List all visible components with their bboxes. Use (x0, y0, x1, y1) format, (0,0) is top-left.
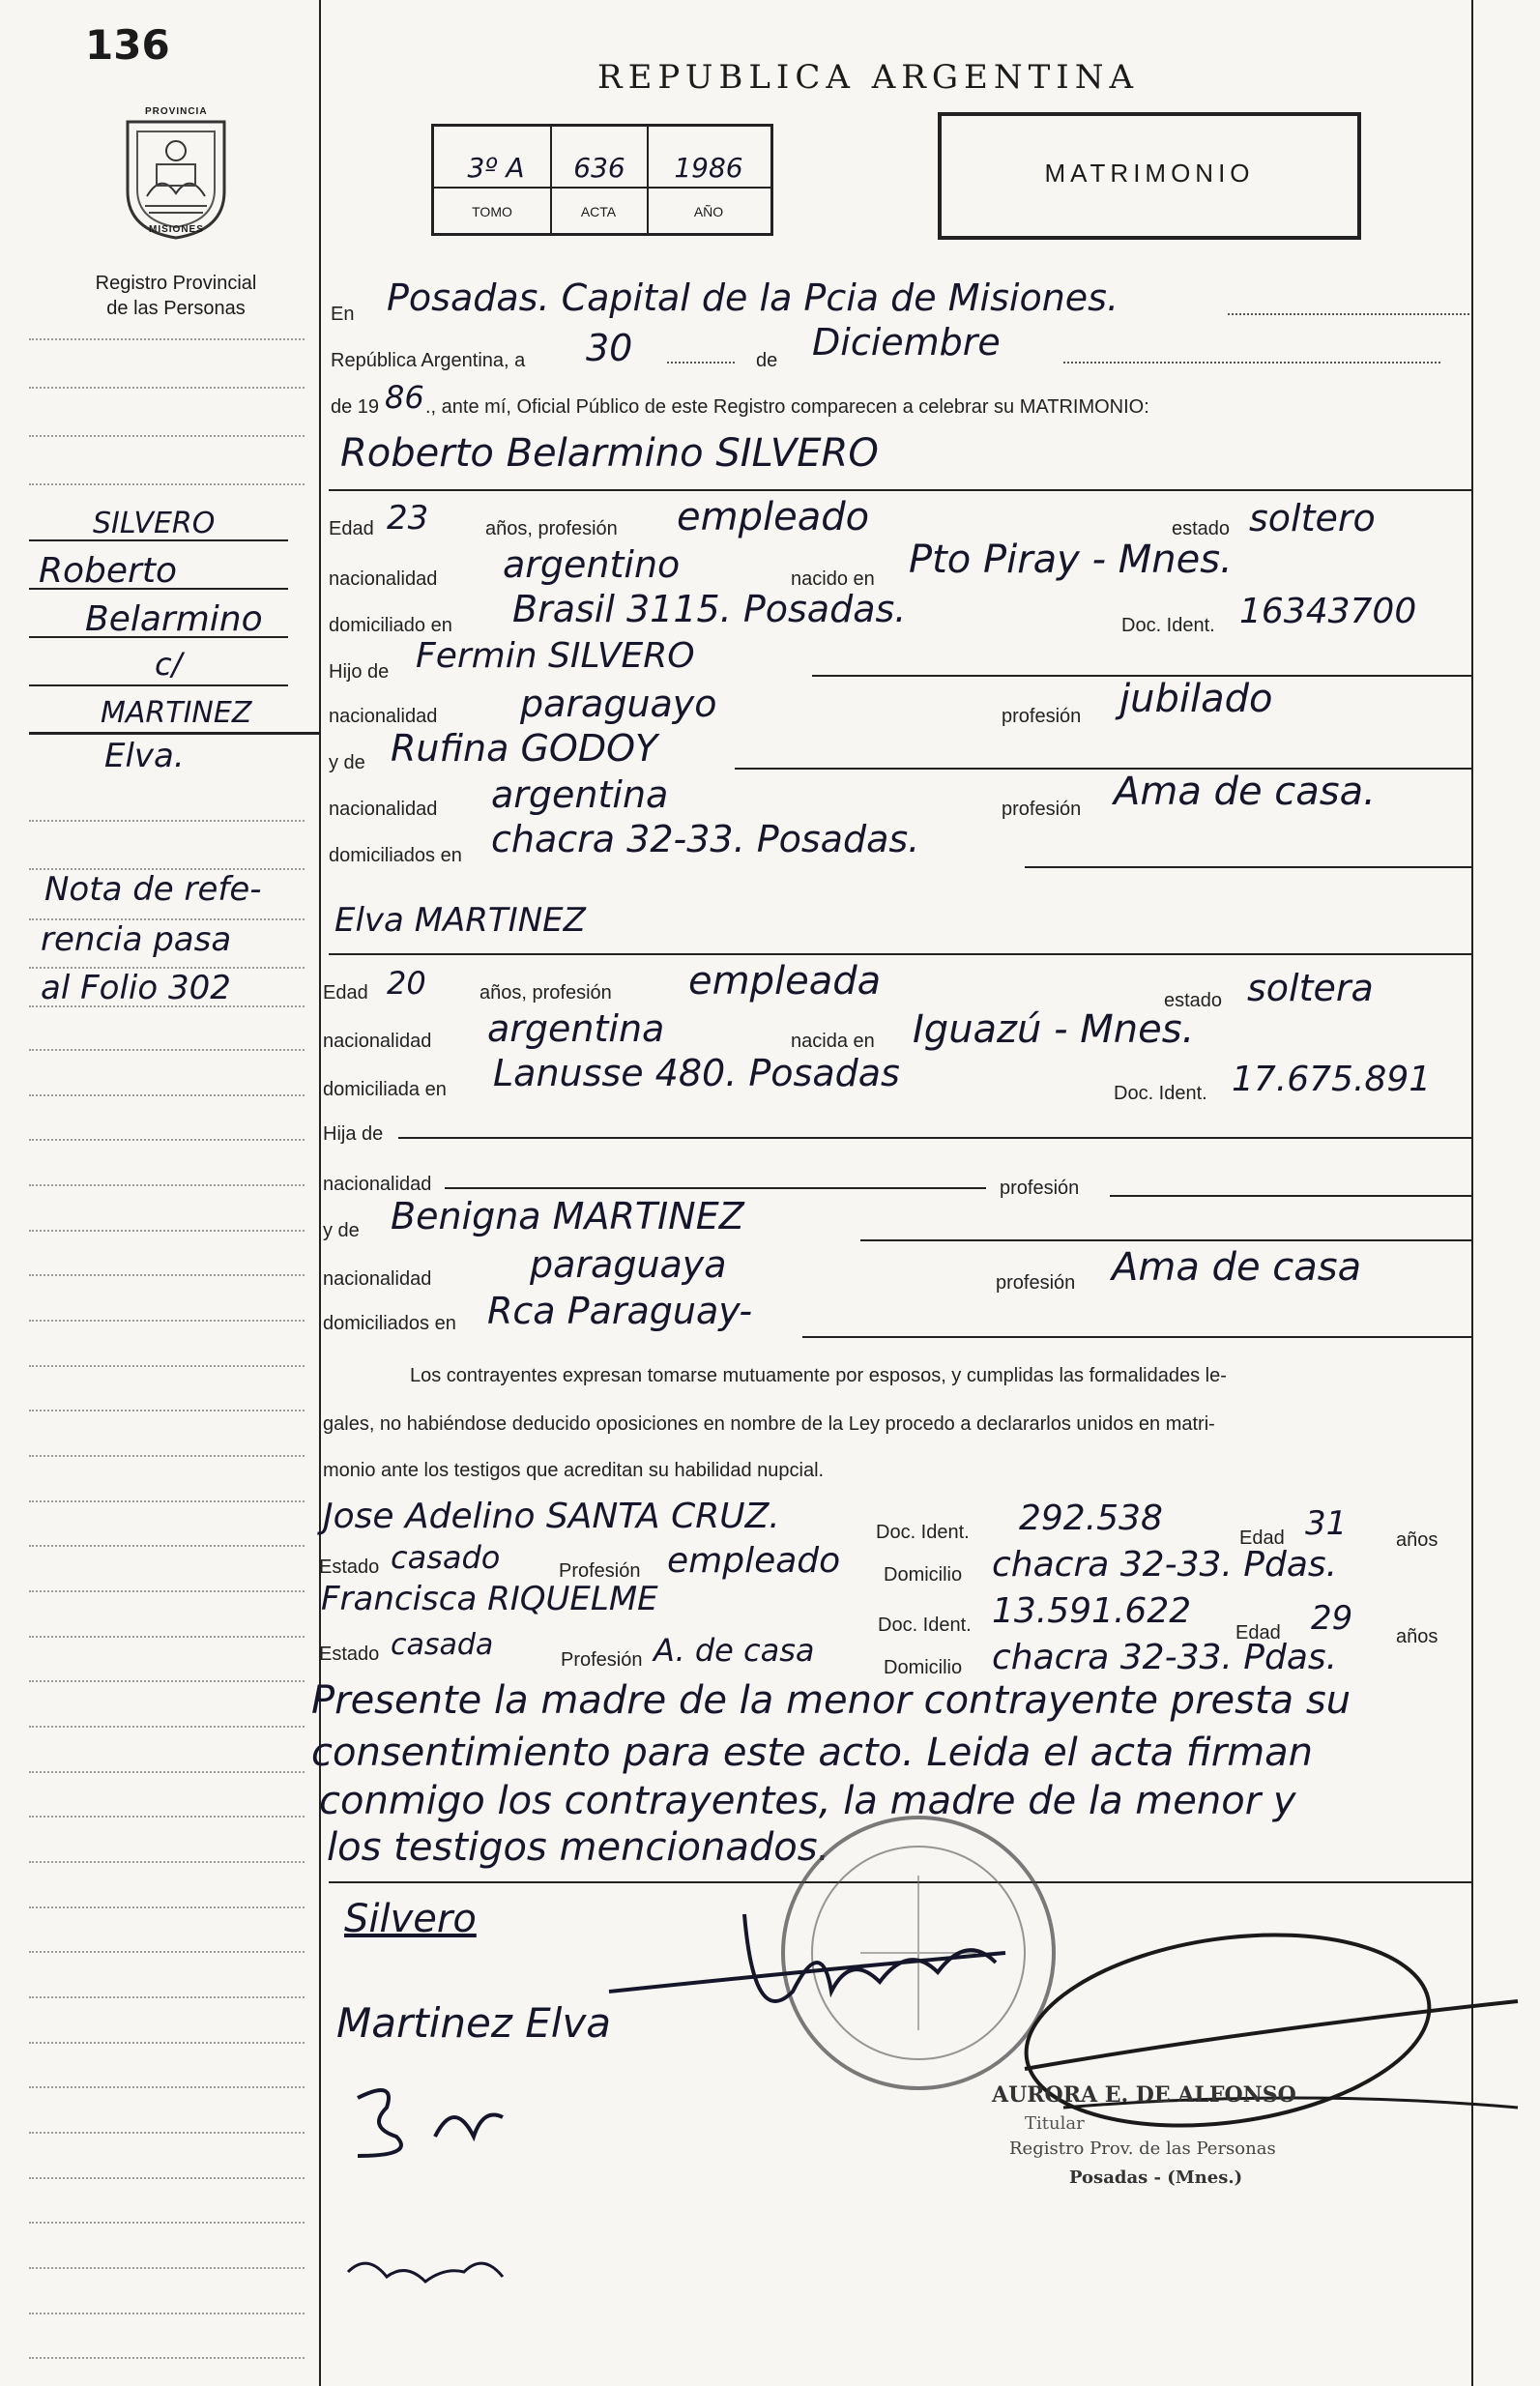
country-title: REPUBLICA ARGENTINA (597, 58, 1140, 97)
groom-mother-profession: Ama de casa. (1114, 770, 1376, 814)
groom-parents-address: chacra 32-33. Posadas. (491, 818, 920, 860)
registry-line-1: Registro Provincial (95, 273, 257, 294)
ano-label: AÑO (693, 204, 724, 219)
record-id-box (431, 124, 773, 236)
label-bride-mother-nac: nacionalidad (323, 1268, 432, 1290)
witness2-age: 29 (1311, 1599, 1353, 1638)
marriage-place: Posadas. Capital de la Pcia de Misiones. (387, 276, 1119, 319)
groom-birthplace: Pto Piray - Mnes. (909, 538, 1233, 582)
label-bride-domiciliada: domiciliada en (323, 1079, 447, 1100)
label-groom-father-prof: profesión (1002, 706, 1082, 727)
label-bride-doc: Doc. Ident. (1114, 1083, 1207, 1104)
groom-signature: Silvero (344, 1897, 477, 1941)
witness2-profession: A. de casa (654, 1632, 815, 1669)
record-type: MATRIMONIO (1044, 159, 1255, 188)
label-bride-nacionalidad: nacionalidad (323, 1031, 432, 1052)
label-bride-edad: Edad (323, 982, 368, 1004)
margin-note-1: Nota de refe- (44, 870, 262, 909)
registry-title (79, 271, 273, 321)
stamp-office: Registro Prov. de las Personas (1009, 2139, 1276, 2159)
label-bride-estado: estado (1164, 990, 1223, 1011)
groom-mother-nationality: argentina (491, 773, 669, 816)
label-bride-mother-prof: profesión (996, 1272, 1076, 1294)
bride-address: Lanusse 480. Posadas (493, 1052, 900, 1094)
label-de: de (756, 350, 778, 371)
bride-doc: 17.675.891 (1232, 1060, 1432, 1099)
label-groom-hijo: Hijo de (329, 661, 390, 683)
label-groom-domicilio: domiciliado en (329, 615, 452, 636)
label-year-prefix: de 19 (331, 396, 380, 418)
groom-nationality: argentino (503, 543, 681, 586)
witness-signatures-icon (338, 2079, 570, 2349)
label-witness1-profesion: Profesión (559, 1560, 641, 1582)
margin-note-3: al Folio 302 (41, 969, 231, 1007)
groom-father-profession: jubilado (1119, 677, 1273, 721)
label-bride-domiciliados: domiciliados en (323, 1313, 456, 1334)
tomo-label: TOMO (472, 204, 512, 219)
marriage-month: Diciembre (812, 321, 1001, 364)
label-groom-nacionalidad: nacionalidad (329, 568, 438, 590)
label-bride-nacida: nacida en (791, 1031, 875, 1052)
label-witness1-doc: Doc. Ident. (876, 1522, 970, 1543)
label-witness2-edad: Edad (1235, 1622, 1281, 1644)
bride-age: 20 (387, 965, 426, 1002)
label-statement: ., ante mí, Oficial Público de este Registro comparecen a celebrar su MATRIMONIO: (425, 396, 1149, 418)
note-line-1: Presente la madre de la menor contrayente presta su (311, 1678, 1351, 1723)
label-en: En (331, 304, 355, 325)
official-signature-icon (599, 1876, 1044, 2069)
groom-mother: Rufina GODOY (391, 727, 658, 770)
bride-name: Elva MARTINEZ (334, 901, 586, 940)
label-groom-doc: Doc. Ident. (1121, 615, 1215, 636)
note-line-4: los testigos mencionados. (327, 1825, 830, 1870)
acta-value: 636 (573, 152, 625, 184)
margin-given-2: Belarmino (85, 599, 263, 639)
witness1-address: chacra 32-33. Pdas. (992, 1545, 1338, 1585)
declaration-line-2: gales, no habiéndose deducido oposiciones en nombre de la Ley procedo a declararlos unidos en matri- (323, 1413, 1215, 1435)
witness1-civil-status: casado (391, 1539, 501, 1576)
witness2-civil-status: casada (391, 1628, 494, 1662)
label-groom-profesion: años, profesión (485, 518, 618, 539)
provincial-seal (118, 104, 234, 240)
label-bride-father-prof: profesión (1000, 1178, 1080, 1199)
bride-mother-nationality: paraguaya (530, 1243, 727, 1286)
witness1-age: 31 (1305, 1504, 1348, 1543)
label-witness2-doc: Doc. Ident. (878, 1615, 972, 1636)
groom-address: Brasil 3115. Posadas. (512, 588, 907, 630)
seal-bottom-text: MISIONES (149, 224, 204, 235)
label-bride-hija: Hija de (323, 1123, 384, 1145)
label-bride-father-nac: nacionalidad (323, 1174, 432, 1195)
marriage-year: 86 (385, 379, 424, 416)
label-groom-mother-prof: profesión (1002, 799, 1082, 820)
bride-civil-status: soltera (1247, 967, 1374, 1009)
acta-label: ACTA (580, 204, 617, 219)
declaration-line-3: monio ante los testigos que acreditan su habilidad nupcial. (323, 1460, 825, 1481)
groom-father: Fermin SILVERO (416, 636, 695, 676)
registry-line-2: de las Personas (106, 298, 246, 319)
groom-civil-status: soltero (1249, 497, 1376, 539)
label-groom-edad: Edad (329, 518, 374, 539)
groom-doc: 16343700 (1239, 592, 1417, 631)
margin-surname-2: MARTINEZ (101, 696, 252, 730)
bride-parents-address: Rca Paraguay- (487, 1290, 753, 1332)
label-republica: República Argentina, a (331, 350, 526, 371)
stamp-title: Titular (1025, 2113, 1085, 2134)
groom-age: 23 (387, 499, 429, 538)
groom-father-nationality: paraguayo (520, 683, 717, 725)
bride-birthplace: Iguazú - Mnes. (913, 1007, 1195, 1052)
label-groom-yde: y de (329, 752, 365, 773)
margin-note-2: rencia pasa (41, 920, 232, 959)
label-groom-mother-nac: nacionalidad (329, 799, 438, 820)
margin-surname: SILVERO (93, 507, 216, 540)
margin-conjunction: c/ (155, 646, 183, 683)
label-bride-yde: y de (323, 1220, 360, 1241)
note-line-2: consentimiento para este acto. Leida el acta firman (311, 1731, 1314, 1775)
label-witness1-estado: Estado (319, 1557, 380, 1578)
witness2-doc: 13.591.622 (992, 1591, 1192, 1631)
left-column-divider (319, 0, 321, 2386)
label-witness2-estado: Estado (319, 1644, 380, 1665)
seal-emblem-icon (118, 104, 234, 240)
groom-name: Roberto Belarmino SILVERO (340, 431, 879, 476)
bride-profession: empleada (688, 959, 882, 1004)
label-groom-estado: estado (1172, 518, 1231, 539)
label-witness2-domicilio: Domicilio (884, 1657, 963, 1678)
stamp-city: Posadas - (Mnes.) (1069, 2168, 1243, 2188)
stamp-name: AURORA E. DE ALFONSO (992, 2082, 1296, 2108)
label-groom-father-nac: nacionalidad (329, 706, 438, 727)
note-line-3: conmigo los contrayentes, la madre de la menor y (319, 1779, 1296, 1823)
label-witness1-edad: Edad (1239, 1528, 1285, 1549)
label-witness2-profesion: Profesión (561, 1649, 643, 1671)
bride-nationality: argentina (487, 1007, 665, 1050)
label-witness1-anos: años (1396, 1529, 1438, 1551)
label-witness2-anos: años (1396, 1626, 1438, 1647)
seal-top-text: PROVINCIA (145, 106, 208, 117)
bride-signature: Martinez Elva (336, 1999, 612, 2047)
groom-profession: empleado (677, 495, 870, 539)
declaration-line-1: Los contrayentes expresan tomarse mutuamente por esposos, y cumplidas las formalidades le- (410, 1365, 1227, 1386)
label-groom-domiciliados: domiciliados en (329, 845, 462, 866)
witness2-name: Francisca RIQUELME (321, 1580, 658, 1618)
page-number: 136 (85, 21, 170, 69)
tomo-value: 3º A (467, 152, 525, 184)
margin-given-3: Elva. (104, 737, 185, 775)
witness1-name: Jose Adelino SANTA CRUZ. (323, 1497, 780, 1536)
witness1-doc: 292.538 (1019, 1499, 1163, 1538)
bride-mother-profession: Ama de casa (1112, 1245, 1362, 1290)
witness1-profession: empleado (667, 1541, 841, 1581)
cancellation-mark-icon (1005, 1924, 1527, 2175)
label-groom-nacido: nacido en (791, 568, 875, 590)
bride-mother: Benigna MARTINEZ (391, 1195, 744, 1237)
label-witness1-domicilio: Domicilio (884, 1564, 963, 1586)
marriage-day: 30 (586, 327, 633, 369)
margin-given-1: Roberto (39, 551, 177, 591)
witness2-address: chacra 32-33. Pdas. (992, 1638, 1338, 1677)
ano-value: 1986 (674, 152, 743, 184)
record-type-box (938, 112, 1361, 240)
label-bride-profesion: años, profesión (479, 982, 612, 1004)
